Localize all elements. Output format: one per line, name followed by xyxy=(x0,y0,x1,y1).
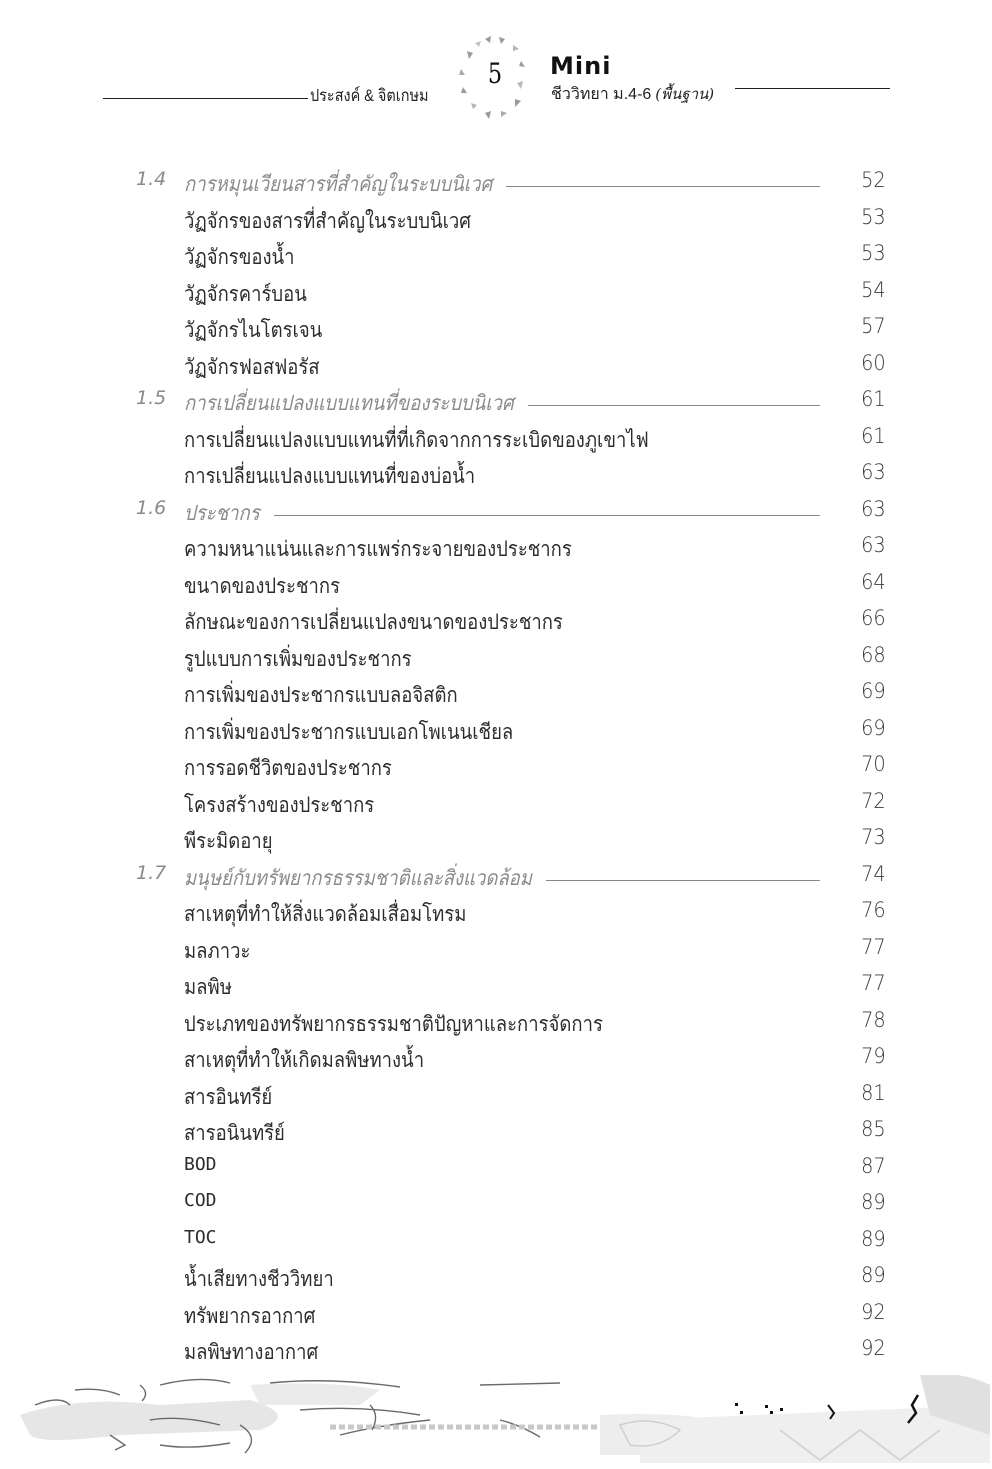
item-title: ทรัพยากรอากาศ xyxy=(184,1303,316,1328)
item-title: น้ำเสียทางชีววิทยา xyxy=(184,1267,334,1291)
toc-section[interactable] xyxy=(0,862,992,898)
header-rule-right xyxy=(735,88,890,89)
item-title: ลักษณะของการเปลี่ยนแปลงขนาดของประชากร xyxy=(184,610,563,634)
leader-rule xyxy=(546,880,820,881)
toc-item[interactable] xyxy=(0,971,992,1007)
item-title: มลพิษทางอากาศ xyxy=(184,1340,319,1364)
page-header xyxy=(0,0,992,140)
brand-logo: Mini xyxy=(550,52,612,80)
item-title: สาเหตุที่ทำให้สิ่งแวดล้อมเสื่อมโทรม xyxy=(184,902,467,926)
toc-section[interactable] xyxy=(0,497,992,533)
item-title: การเปลี่ยนแปลงแบบแทนที่ที่เกิดจากการระเบิดของภูเขาไฟ xyxy=(184,427,649,452)
page-number: 74 xyxy=(861,861,886,886)
item-title: มลพิษ xyxy=(184,975,232,999)
item-title: วัฏจักรฟอสฟอรัส xyxy=(184,354,320,379)
toc-item[interactable] xyxy=(0,1044,992,1080)
page-number: 52 xyxy=(861,168,886,192)
section-title: มนุษย์กับทรัพยากรธรรมชาติและสิ่งแวดล้อม xyxy=(184,865,532,890)
section-number: 1.5 xyxy=(136,387,167,409)
page-number: 89 xyxy=(861,1263,886,1287)
toc-item[interactable] xyxy=(0,1117,992,1153)
page-number: 77 xyxy=(861,971,886,995)
page-number: 70 xyxy=(861,752,886,776)
toc-item[interactable] xyxy=(0,1263,992,1299)
toc-item[interactable] xyxy=(0,679,992,715)
page-number: 72 xyxy=(861,788,886,813)
page-number: 77 xyxy=(861,934,886,959)
item-title: โครงสร้างของประชากร xyxy=(184,792,375,817)
page-number: 79 xyxy=(861,1044,886,1068)
toc-item[interactable] xyxy=(0,424,992,460)
item-title: TOC xyxy=(184,1226,217,1248)
page-number: 53 xyxy=(861,241,886,265)
toc-item[interactable] xyxy=(0,789,992,825)
item-title: วัฏจักรไนโตรเจน xyxy=(184,318,323,342)
page-number: 54 xyxy=(861,277,886,302)
page-number-badge xyxy=(455,33,535,123)
leader-rule xyxy=(528,405,820,406)
item-title: รูปแบบการเพิ่มของประชากร xyxy=(184,646,412,671)
item-title: มลภาวะ xyxy=(184,938,251,963)
footer-decoration xyxy=(0,1375,992,1465)
page-number: 63 xyxy=(861,533,886,557)
section-number: 1.4 xyxy=(136,168,167,190)
toc-section[interactable] xyxy=(0,387,992,423)
item-title: การรอดชีวิตของประชากร xyxy=(184,756,392,780)
page-number: 92 xyxy=(861,1299,886,1324)
page-number: 61 xyxy=(861,387,886,411)
toc-item[interactable] xyxy=(0,1227,992,1263)
toc-item[interactable] xyxy=(0,460,992,496)
item-title: สาเหตุที่ทำให้เกิดมลพิษทางน้ำ xyxy=(184,1048,425,1072)
toc-item[interactable] xyxy=(0,643,992,679)
item-title: ความหนาแน่นและการแพร่กระจายของประชากร xyxy=(184,537,572,561)
item-title: วัฏจักรคาร์บอน xyxy=(184,281,307,306)
item-title: ประเภทของทรัพยากรธรรมชาติปัญหาและการจัดการ xyxy=(184,1011,603,1036)
item-title: การเพิ่มของประชากรแบบลอจิสติก xyxy=(184,683,458,707)
section-number: 1.7 xyxy=(136,861,167,884)
item-title: วัฏจักรของสารที่สำคัญในระบบนิเวศ xyxy=(184,208,472,233)
toc-item[interactable] xyxy=(0,752,992,788)
toc-section[interactable] xyxy=(0,168,992,204)
page-number: 69 xyxy=(861,679,886,703)
toc-item[interactable] xyxy=(0,205,992,241)
section-title: การหมุนเวียนสารที่สำคัญในระบบนิเวศ xyxy=(184,172,493,196)
toc-item[interactable] xyxy=(0,825,992,861)
item-title: สารอนินทรีย์ xyxy=(184,1121,285,1145)
header-authors: ประสงค์ & จิตเกษม xyxy=(310,86,429,105)
toc-item[interactable] xyxy=(0,1154,992,1190)
page-number: 89 xyxy=(861,1226,886,1251)
page-number: 61 xyxy=(861,423,886,448)
toc-item[interactable] xyxy=(0,570,992,606)
page-number: 78 xyxy=(861,1007,886,1032)
page-number: 60 xyxy=(861,350,886,375)
item-title: วัฏจักรของน้ำ xyxy=(184,245,295,269)
section-number: 1.6 xyxy=(136,496,167,519)
toc-item[interactable] xyxy=(0,241,992,277)
page-number: 68 xyxy=(861,642,886,667)
page-number: 87 xyxy=(861,1153,886,1178)
book-title xyxy=(551,82,714,107)
item-title: COD xyxy=(184,1190,217,1211)
section-title: การเปลี่ยนแปลงแบบแทนที่ของระบบนิเวศ xyxy=(184,391,514,415)
toc-item[interactable] xyxy=(0,935,992,971)
page-number: 5 xyxy=(487,57,503,90)
toc-item[interactable] xyxy=(0,533,992,569)
page-number: 63 xyxy=(861,460,886,484)
item-title: BOD xyxy=(184,1153,217,1175)
toc-item[interactable] xyxy=(0,898,992,934)
item-title: ขนาดของประชากร xyxy=(184,573,341,598)
leader-rule xyxy=(506,186,820,187)
item-title: การเพิ่มของประชากรแบบเอกโพเนนเชียล xyxy=(184,719,514,744)
toc-item[interactable] xyxy=(0,351,992,387)
item-title: การเปลี่ยนแปลงแบบแทนที่ของบ่อน้ำ xyxy=(184,464,476,488)
toc-item[interactable] xyxy=(0,278,992,314)
toc-item[interactable] xyxy=(0,314,992,350)
page-number: 89 xyxy=(861,1190,886,1214)
book-title-text: ชีววิทยา ม.4-6 xyxy=(551,86,652,103)
toc-item[interactable] xyxy=(0,1190,992,1226)
page-number: 85 xyxy=(861,1117,886,1141)
leader-rule xyxy=(274,515,820,516)
page-number: 69 xyxy=(861,715,886,740)
toc-item[interactable] xyxy=(0,1008,992,1044)
page-number: 73 xyxy=(861,825,886,849)
page-number: 57 xyxy=(861,314,886,338)
toc-item[interactable] xyxy=(0,1081,992,1117)
page-number: 64 xyxy=(861,569,886,594)
header-rule-left xyxy=(103,98,308,99)
page-number: 76 xyxy=(861,898,886,922)
book-level: (พื้นฐาน) xyxy=(655,85,715,103)
toc-item[interactable] xyxy=(0,716,992,752)
page-number: 92 xyxy=(861,1336,886,1360)
item-title: พีระมิดอายุ xyxy=(184,829,273,853)
page-number: 66 xyxy=(861,606,886,630)
toc-item[interactable] xyxy=(0,1300,992,1336)
page-number: 63 xyxy=(861,496,886,521)
toc-item[interactable] xyxy=(0,606,992,642)
sketch-landscape-icon xyxy=(0,1375,992,1465)
page-number: 81 xyxy=(861,1080,886,1105)
page-number: 53 xyxy=(861,204,886,229)
item-title: สารอินทรีย์ xyxy=(184,1084,273,1109)
section-title: ประชากร xyxy=(184,500,260,525)
toc-item[interactable] xyxy=(0,1336,992,1372)
